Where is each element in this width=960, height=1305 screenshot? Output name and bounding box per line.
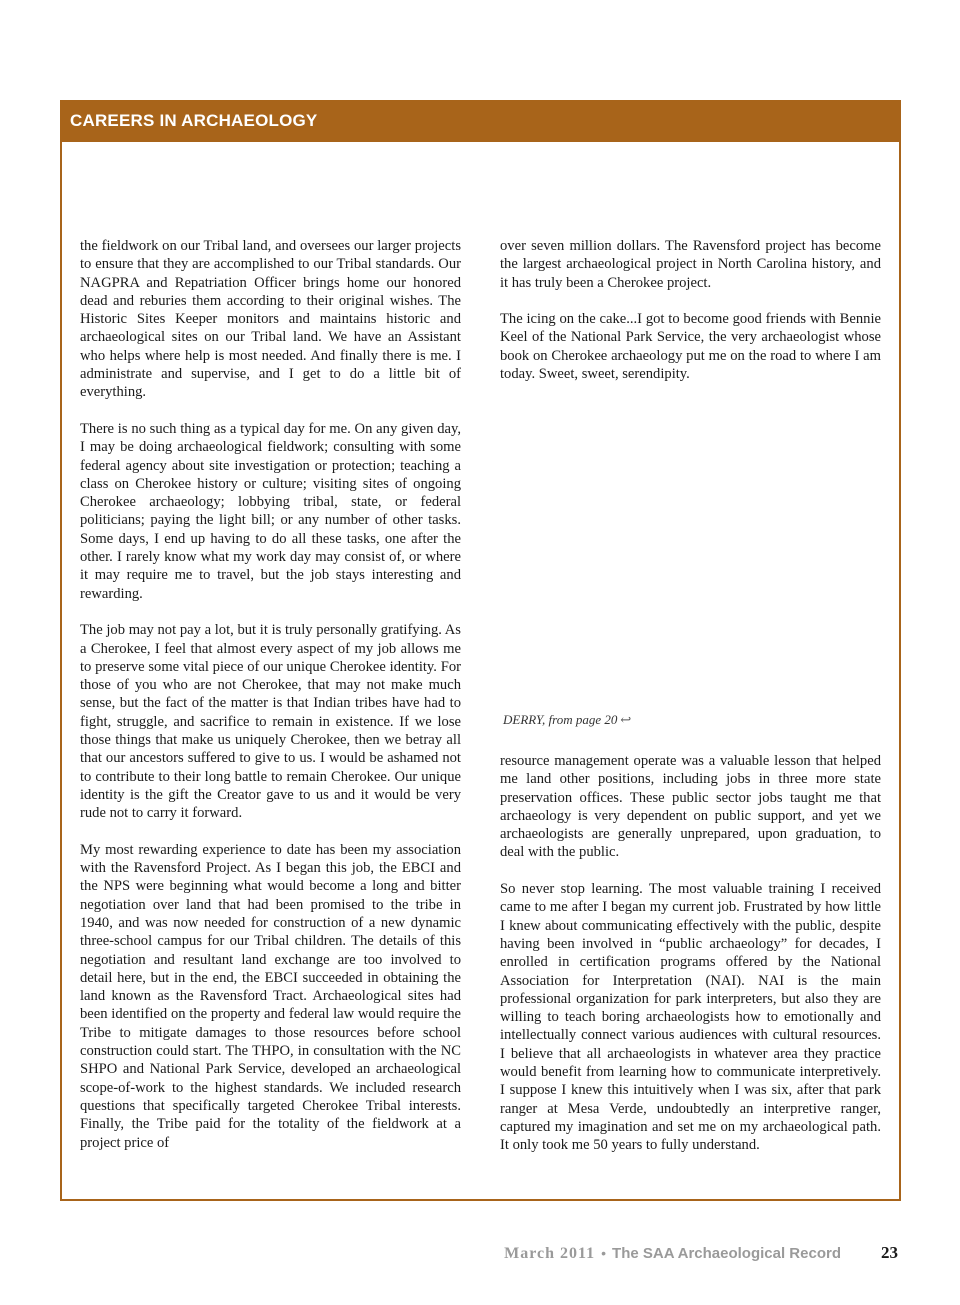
page-number: 23 <box>881 1243 898 1262</box>
footer-publication: The SAA Archaeological Record <box>612 1245 841 1262</box>
paragraph: the fieldwork on our Tribal land, and oversees our larger projects to ensure that they are accomplished to our Tribal standards. Our NAGPRA and Repatriation Officer brings home our honored dead and reburies them according to their original wishes. The Historic Sites Keeper monitors and maintains historic and archaeological sites on our Tribal land. We have an Assistant who helps where help is most needed. And finally there is me. I administrate and supervise, and I get to do a little bit of everything. <box>80 238 461 401</box>
paragraph: The job may not pay a lot, but it is truly personally gratifying. As a Cherokee, I feel that almost every aspect of my job allows me to preserve some vital piece of our unique Cherokee identity. For those of you who are not Cherokee, that may not make much sense, but the fact of the matter is that Indian tribes have had to fight, struggle, and sacrifice to remain in existence. If we lose those things that make us uniquely Cherokee, then we betray all that our ancestors suffered to give to us. I would be ashamed not to contribute to their long battle to remain Cherokee. Our unique identity is the gift the Creator gave to us and it would be very rude not to carry it forward. <box>80 622 461 822</box>
continuation-note <box>503 712 631 728</box>
paragraph: The icing on the cake...I got to become good friends with Bennie Keel of the National Park Service, the very archaeologist whose book on Cherokee archaeology put me on the road to where I am today. Sweet, sweet, serendipity. <box>500 311 881 383</box>
section-banner <box>60 100 901 142</box>
right-column-bottom <box>500 752 881 1173</box>
paragraph: So never stop learning. The most valuable training I received came to me after I began my current job. Frustrated by how little I knew about communicating effectively with the public, despite having been involved in “public archaeology” for decades, I enrolled in certification programs offered by the National Association for Interpretation (NAI). NAI is the main professional organization for park interpreters, but also they are willing to teach boring archaeologists how to emotionally and intellectually connect various audiences with cultural resources. I believe that all archaeologists in whatever area they practice would benefit from learning how to communicate interpretively. I suppose I knew this intuitively when I was six, after that park ranger at Mesa Verde, undoubtedly an interpretive ranger, captured my imagination and set me on my archaeological path. It only took me 50 years to fully understand. <box>500 881 881 1154</box>
left-column <box>80 237 461 1170</box>
paragraph: resource management operate was a valuable lesson that helped me land other positions, including jobs in three more state preservation offices. These public sector jobs taught me that archaeology is very dependent on public support, and yet we archaeologists are generally unprepared, upon graduation, to deal with the public. <box>500 753 881 861</box>
paragraph: There is no such thing as a typical day for me. On any given day, I may be doing archaeological fieldwork; consulting with some federal agency about site investigation or protection; teaching a class on Cherokee history or culture; visiting sites of ongoing Cherokee archaeology; lobbying tribal, state, or federal politicians; paying the light bill; or any number of other tasks. Some days, I end up having to do all these tasks, one after the other. I rarely know what my work day may consist of, or where it may require me to travel, but the job stays interesting and rewarding. <box>80 420 461 602</box>
paragraph: My most rewarding experience to date has been my association with the Ravensford Project. As I began this job, the EBCI and the NPS were beginning what would become a long and bitter negotiation over land that had been promised to the tribe in 1940, and was now needed for construction of a new dynamic three-school campus for our Tribal children. The details of this negotiation and resultant land exchange are too involved to detail here, but in the end, the EBCI succeeded in obtaining the land known as the Ravensford Tract. Archaeological sites had been identified on the property and federal law would require the Tribe to mitigate damages to those resources before school construction could start. The THPO, in consultation with the NC SHPO and National Park Service, developed an archaeological scope-of-work to the highest standards. We included research questions that specifically targeted Cherokee Tribal interests. Finally, the Tribe paid for the totality of the fieldwork at a project price of <box>80 841 461 1151</box>
paragraph: over seven million dollars. The Ravensford project has become the largest archaeological project in North Carolina history, and it has truly been a Cherokee project. <box>500 238 881 291</box>
footer-bullet: • <box>601 1245 607 1261</box>
continuation-label: DERRY, from page 20 <box>503 712 618 727</box>
footer-date: March 2011 <box>504 1245 596 1262</box>
right-column-top <box>500 237 881 402</box>
section-title: CAREERS IN ARCHAEOLOGY <box>70 111 318 130</box>
continuation-arrow-icon: ↩ <box>620 712 632 727</box>
page-footer <box>504 1243 898 1265</box>
